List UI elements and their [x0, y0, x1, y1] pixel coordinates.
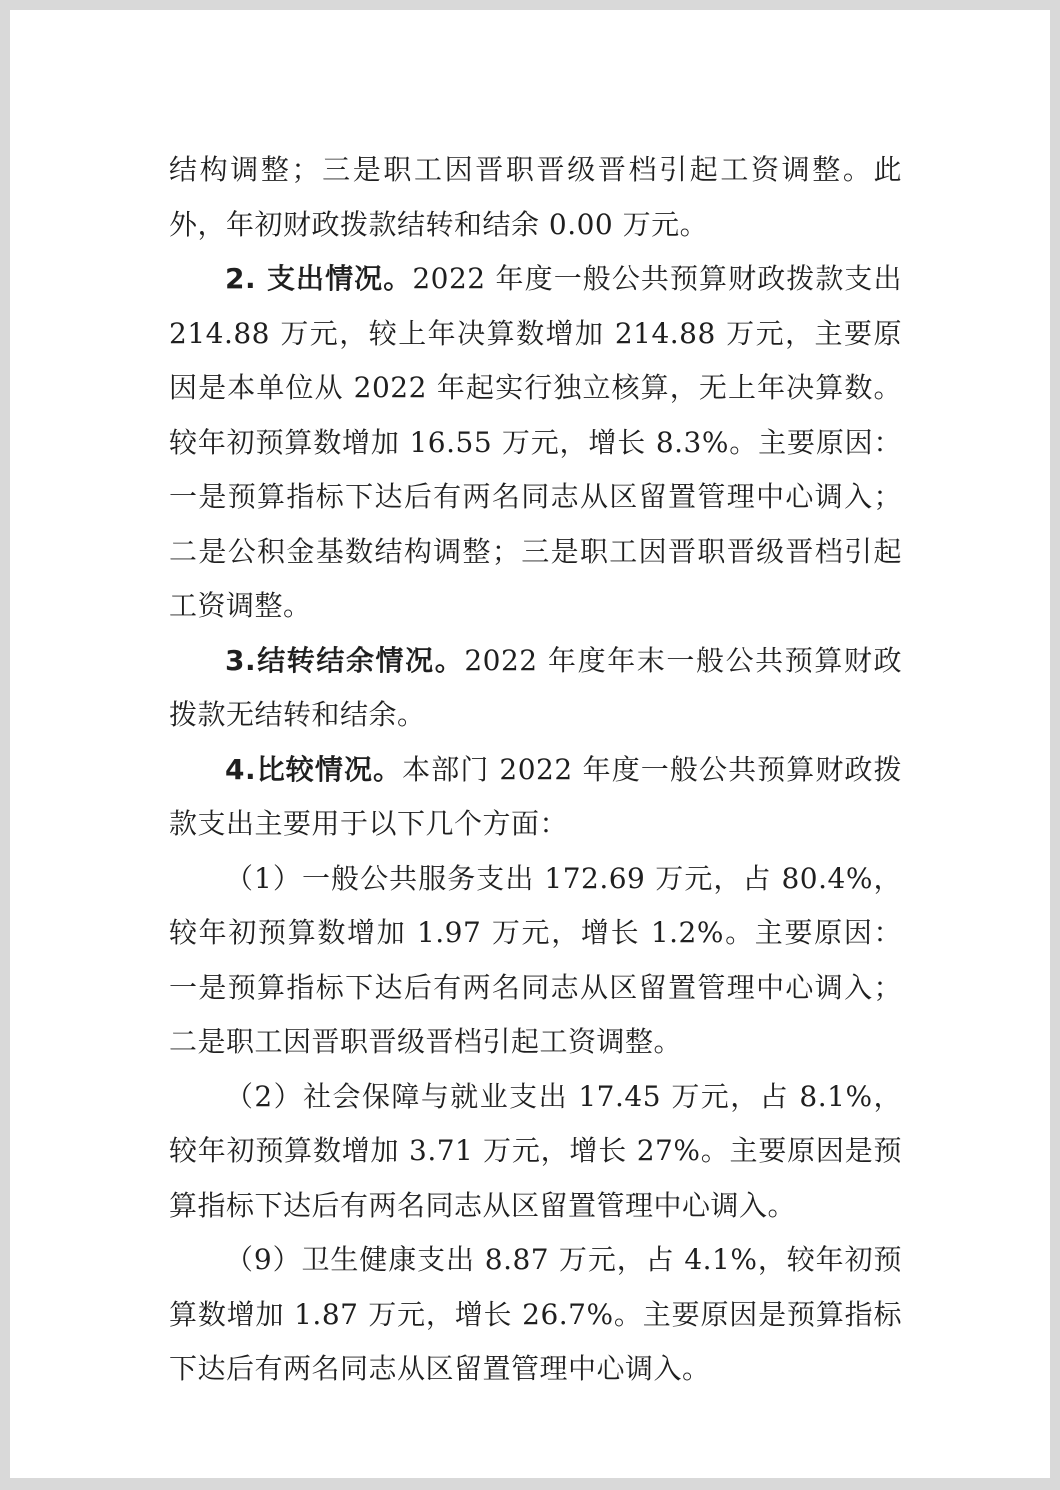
- document-body: [169, 143, 902, 1397]
- paragraph-text: 结构调整；三是职工因晋职晋级晋档引起工资调整。此外，年初财政拨款结转和结余 0.00 万元。: [169, 153, 902, 241]
- paragraph-text: （2）社会保障与就业支出 17.45 万元，占 8.1%，较年初预算数增加 3.71 万元，增长 27%。主要原因是预算指标下达后有两名同志从区留置管理中心调入。: [169, 1079, 902, 1222]
- paragraph-text: 2022 年度一般公共预算财政拨款支出 214.88 万元，较上年决算数增加 214.88 万元，主要原因是本单位从 2022 年起实行独立核算，无上年决算数。较年初预算数增加 16.55 万元，增长 8.3%。主要原因：一是预算指标下达后有两名同志从区留置管理中心调入；二是公积金基数结构调整；三是职工因晋职晋级晋档引起工资调整。: [169, 262, 902, 622]
- paragraph-carryover: [169, 634, 902, 743]
- section-heading-comparison: 4.比较情况。: [225, 752, 403, 786]
- section-heading-carryover: 3.结转结余情况。: [225, 643, 465, 677]
- paragraph-item-social-security: [169, 1070, 902, 1234]
- paragraph-text: 2022 年度年末一般公共预算财政拨款无结转和结余。: [169, 643, 902, 731]
- paragraph-comparison: [169, 743, 902, 852]
- paragraph-text: （1）一般公共服务支出 172.69 万元，占 80.4%，较年初预算数增加 1.97 万元，增长 1.2%。主要原因：一是预算指标下达后有两名同志从区留置管理中心调入；二是职工因晋职晋级晋档引起工资调整。: [169, 861, 902, 1058]
- paragraph-expenditure: [169, 252, 902, 634]
- paragraph-item-public-services: [169, 852, 902, 1070]
- paragraph-income-continuation: [169, 143, 902, 252]
- paragraph-text: 本部门 2022 年度一般公共预算财政拨款支出主要用于以下几个方面：: [169, 752, 902, 840]
- paragraph-text: （9）卫生健康支出 8.87 万元，占 4.1%，较年初预算数增加 1.87 万元，增长 26.7%。主要原因是预算指标下达后有两名同志从区留置管理中心调入。: [169, 1243, 902, 1385]
- section-heading-expenditure: 2. 支出情况。: [225, 262, 413, 295]
- paragraph-item-health: [169, 1233, 902, 1397]
- document-page: [10, 10, 1050, 1478]
